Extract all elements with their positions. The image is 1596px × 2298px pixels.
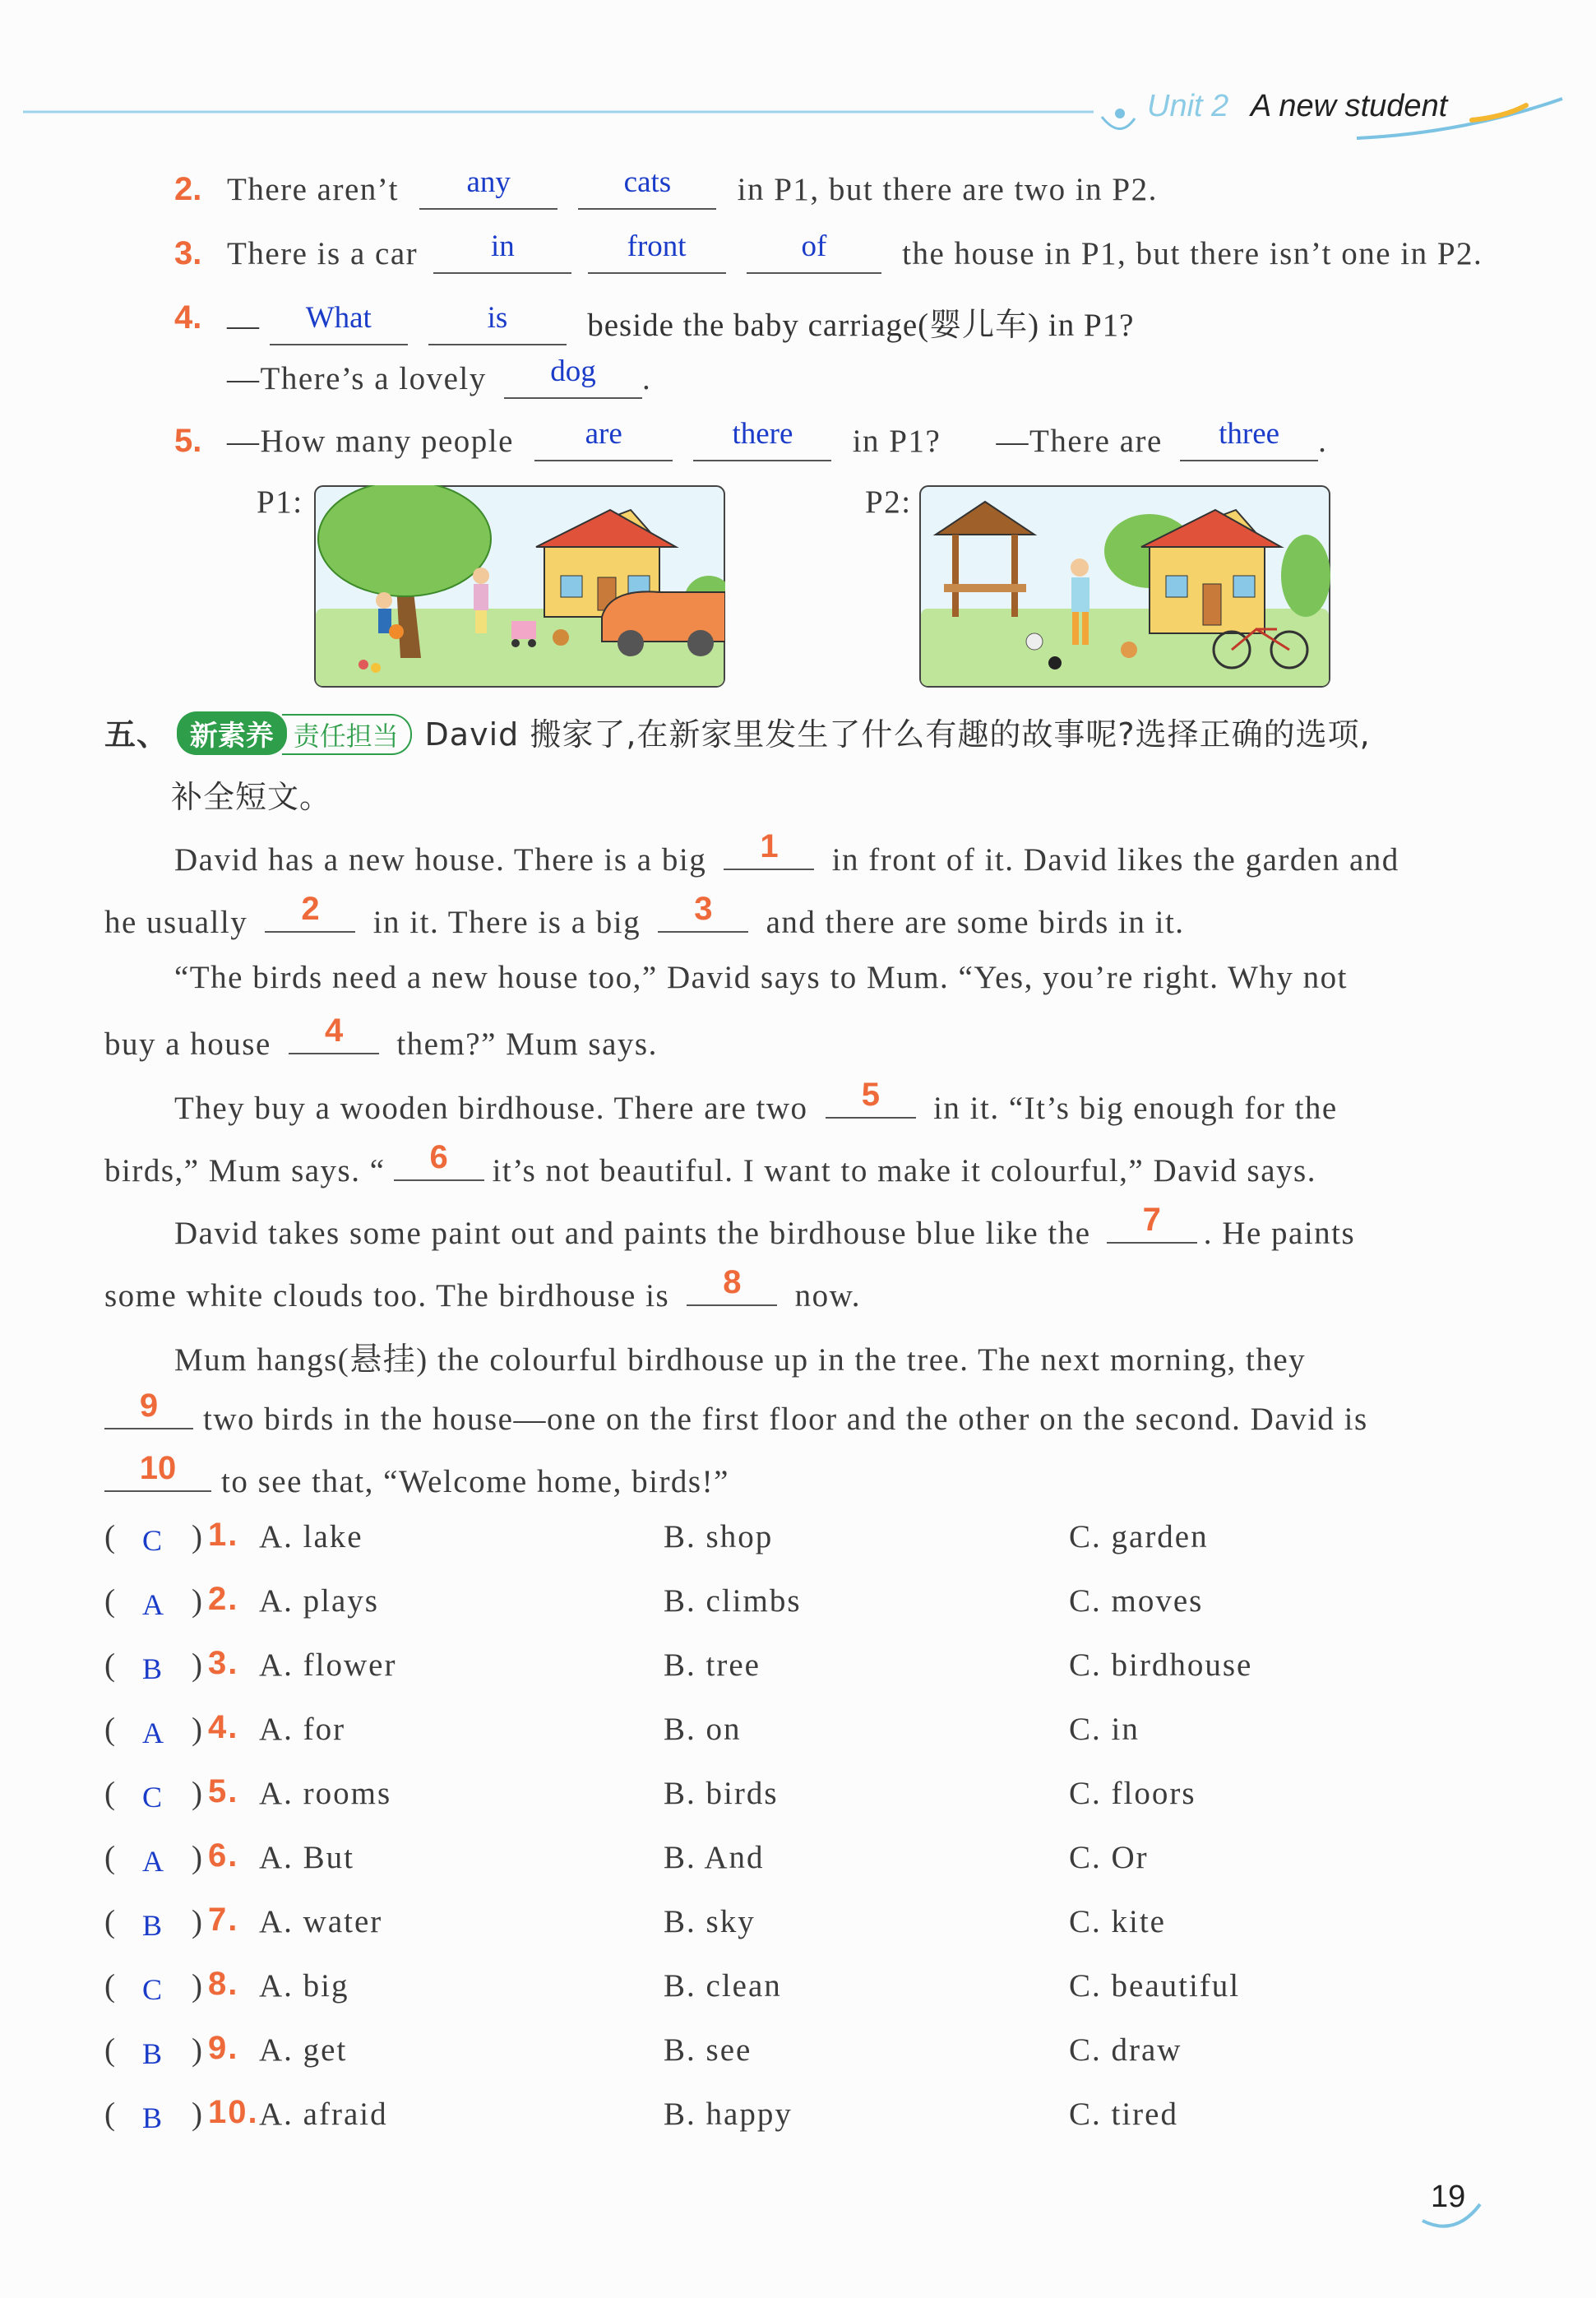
option-a: A. big xyxy=(259,1968,349,2004)
question-text: in P1, but there are two in P2. xyxy=(737,172,1158,207)
option-number: 8. xyxy=(208,1966,239,2002)
option-c: C. beautiful xyxy=(1069,1968,1241,2004)
page-number-decoration xyxy=(1414,2171,1488,2237)
option-a: A. rooms xyxy=(259,1776,392,1811)
question-4 xyxy=(227,299,1134,345)
option-c: C. in xyxy=(1069,1712,1140,1747)
answer-blank: front xyxy=(588,235,726,274)
passage-blank: 6 xyxy=(394,1147,484,1181)
question-number: 5. xyxy=(174,423,202,459)
option-row xyxy=(104,1903,1502,1953)
paren-open: ( xyxy=(104,1519,117,1554)
option-c: C. floors xyxy=(1069,1776,1196,1811)
passage-blank: 7 xyxy=(1107,1209,1197,1244)
section-heading xyxy=(104,709,1371,755)
paren-open: ( xyxy=(104,1712,117,1747)
option-a: A. water xyxy=(259,1904,383,1939)
option-row xyxy=(104,1518,1502,1568)
answer-blank: is xyxy=(428,307,567,345)
question-4-reply: —There’s a lovely dog . xyxy=(227,360,651,399)
option-b: B. happy xyxy=(664,2096,793,2132)
passage-blank: 10 xyxy=(104,1457,211,1492)
answer-blank: three xyxy=(1180,423,1318,461)
option-row xyxy=(104,2096,1502,2145)
answer-blank: dog xyxy=(504,360,642,399)
page-number: 19 xyxy=(1431,2180,1466,2214)
selected-answer: B xyxy=(142,2101,164,2134)
option-b: B. sky xyxy=(664,1904,756,1939)
passage-line: They buy a wooden birdhouse. There are two 5 in it. “It’s big enough for the xyxy=(174,1077,1338,1126)
option-number: 4. xyxy=(208,1709,239,1745)
option-a: A. afraid xyxy=(259,2096,388,2132)
passage-line: birds,” Mum says. “ 6 it’s not beautiful. I want to make it colourful,” David says. xyxy=(104,1139,1316,1188)
answer-blank: of xyxy=(747,235,881,274)
paren-close: ) xyxy=(192,1904,204,1939)
answer-blank: in xyxy=(433,235,571,274)
option-b: B. birds xyxy=(664,1776,779,1811)
instruction-text: 补全短文。 xyxy=(171,779,332,815)
option-row xyxy=(104,2032,1502,2081)
option-a: A. But xyxy=(259,1840,355,1875)
passage-line: David has a new house. There is a big 1 in front of it. David likes the garden and xyxy=(174,828,1399,878)
option-b: B. climbs xyxy=(664,1583,802,1619)
unit-label: Unit 2 xyxy=(1147,89,1229,123)
passage-blank: 3 xyxy=(658,898,748,933)
option-row xyxy=(104,1582,1502,1632)
paren-close: ) xyxy=(192,1583,204,1619)
picture-label: P2: xyxy=(865,484,912,520)
passage-blank: 1 xyxy=(724,836,814,870)
selected-answer: B xyxy=(142,1652,164,1685)
paren-close: ) xyxy=(192,1519,204,1554)
option-a: A. plays xyxy=(259,1583,379,1619)
option-a: A. flower xyxy=(259,1647,397,1683)
option-number: 1. xyxy=(208,1517,239,1553)
question-text: in P1? xyxy=(852,424,941,459)
selected-answer: A xyxy=(142,1717,165,1749)
option-a: A. get xyxy=(259,2032,348,2068)
option-c: C. birdhouse xyxy=(1069,1647,1253,1683)
answer-blank: there xyxy=(693,423,831,461)
passage-line: some white clouds too. The birdhouse is 8 now. xyxy=(104,1264,862,1313)
selected-answer: A xyxy=(142,1588,165,1621)
passage-blank: 8 xyxy=(687,1272,777,1306)
passage-blank: 2 xyxy=(265,898,355,933)
passage-line: “The birds need a new house too,” David says to Mum. “Yes, you’re right. Why not xyxy=(174,960,1348,995)
question-2 xyxy=(227,165,1158,210)
paren-close: ) xyxy=(192,2032,204,2068)
question-3 xyxy=(227,229,1483,274)
dash: — xyxy=(227,308,261,343)
paren-open: ( xyxy=(104,1904,117,1939)
question-number: 3. xyxy=(174,235,202,271)
instruction-text: David 搬家了,在新家里发生了什么有趣的故事呢?选择正确的选项, xyxy=(424,716,1371,753)
section-index: 五、 xyxy=(104,716,169,753)
option-c: C. garden xyxy=(1069,1519,1209,1554)
picture-label: P1: xyxy=(257,484,303,520)
option-number: 10. xyxy=(208,2094,259,2130)
passage-blank: 9 xyxy=(104,1395,193,1429)
option-c: C. moves xyxy=(1069,1583,1204,1619)
paren-open: ( xyxy=(104,1647,117,1683)
unit-title: A new student xyxy=(1250,89,1448,123)
question-text: beside the baby carriage(婴儿车) in P1? xyxy=(587,308,1135,343)
option-number: 3. xyxy=(208,1645,239,1681)
paren-close: ) xyxy=(192,1712,204,1747)
picture-p1 xyxy=(314,485,725,688)
picture-p2 xyxy=(919,485,1330,688)
passage-blank: 4 xyxy=(289,1020,379,1054)
option-b: B. tree xyxy=(664,1647,761,1683)
question-number: 2. xyxy=(174,171,202,207)
paren-open: ( xyxy=(104,2032,117,2068)
option-c: C. tired xyxy=(1069,2096,1178,2132)
passage-line: Mum hangs(悬挂) the colourful birdhouse up in the tree. The next morning, they xyxy=(174,1342,1307,1378)
option-a: A. for xyxy=(259,1712,346,1747)
paren-close: ) xyxy=(192,1776,204,1811)
selected-answer: B xyxy=(142,2037,164,2070)
paren-open: ( xyxy=(104,1583,117,1619)
option-b: B. clean xyxy=(664,1968,782,2004)
answer-blank: any xyxy=(419,171,557,210)
passage-line: David takes some paint out and paints the birdhouse blue like the 7 . He paints xyxy=(174,1202,1356,1251)
option-row xyxy=(104,1647,1502,1696)
option-b: B. shop xyxy=(664,1519,774,1554)
option-b: B. see xyxy=(664,2032,752,2068)
question-5: —How many people are there in P1? —There are three . xyxy=(227,423,1327,461)
passage-line: 10 to see that, “Welcome home, birds!” xyxy=(104,1457,729,1500)
option-row xyxy=(104,1711,1502,1760)
option-row xyxy=(104,1839,1502,1888)
option-number: 5. xyxy=(208,1773,239,1809)
answer-blank: are xyxy=(534,423,673,461)
option-row xyxy=(104,1775,1502,1824)
badge-responsibility: 责任担当 xyxy=(282,714,412,755)
passage-line: buy a house 4 them?” Mum says. xyxy=(104,1012,658,1062)
paren-close: ) xyxy=(192,1647,204,1683)
selected-answer: C xyxy=(142,1781,164,1814)
option-row xyxy=(104,1967,1502,2017)
answer-blank: What xyxy=(270,307,408,345)
option-number: 9. xyxy=(208,2030,239,2066)
selected-answer: B xyxy=(142,1909,164,1942)
question-text: —There’s a lovely xyxy=(227,361,487,396)
option-c: C. draw xyxy=(1069,2032,1182,2068)
option-number: 7. xyxy=(208,1902,239,1938)
passage-line: 9 two birds in the house—one on the first floor and the other on the second. David is xyxy=(104,1395,1368,1438)
paren-close: ) xyxy=(192,1968,204,2004)
question-number: 4. xyxy=(174,299,202,336)
paren-open: ( xyxy=(104,1776,117,1811)
selected-answer: C xyxy=(142,1524,164,1557)
option-b: B. And xyxy=(664,1840,765,1875)
paren-open: ( xyxy=(104,1840,117,1875)
paren-open: ( xyxy=(104,2096,117,2132)
option-b: B. on xyxy=(664,1712,742,1747)
selected-answer: C xyxy=(142,1973,164,2006)
selected-answer: A xyxy=(142,1845,165,1878)
passage-line: he usually 2 in it. There is a big 3 and there are some birds in it. xyxy=(104,891,1185,940)
question-text: —There are xyxy=(996,424,1163,459)
option-c: C. Or xyxy=(1069,1840,1149,1875)
option-number: 6. xyxy=(208,1837,239,1874)
paren-open: ( xyxy=(104,1968,117,2004)
question-text: There aren’t xyxy=(227,172,399,207)
question-text: There is a car xyxy=(227,236,419,271)
option-a: A. lake xyxy=(259,1519,363,1554)
answer-blank: cats xyxy=(578,171,716,210)
question-text: the house in P1, but there isn’t one in P2. xyxy=(902,236,1483,271)
option-c: C. kite xyxy=(1069,1904,1166,1939)
question-text: —How many people xyxy=(227,424,514,459)
passage-blank: 5 xyxy=(826,1084,916,1119)
badge-new-literacy: 新素养 xyxy=(177,711,287,755)
option-number: 2. xyxy=(208,1581,239,1617)
paren-close: ) xyxy=(192,2096,204,2132)
paren-close: ) xyxy=(192,1840,204,1875)
